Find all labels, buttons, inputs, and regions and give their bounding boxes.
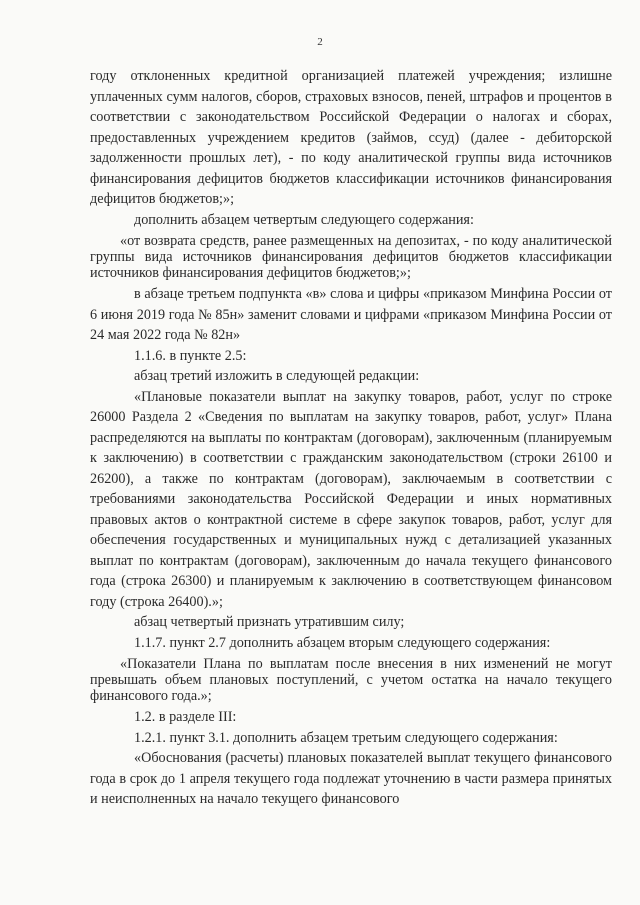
paragraph-third-edition: абзац третий изложить в следующей редакции: xyxy=(134,368,420,384)
paragraph-plan-indicators-quote: «Показатели Плана по выплатам после внесения в них изменений не могут превышать объем плановых поступлений, с учетом остатка на начало текущего финансового года.»; xyxy=(90,656,612,704)
paragraph-add-fourth: дополнить абзацем четвертым следующего содержания: xyxy=(134,211,474,228)
page-number: 2 xyxy=(317,36,323,48)
paragraph-1-2: 1.2. в разделе III: xyxy=(134,709,237,725)
paragraph-planned-indicators-quote: «Плановые показатели выплат на закупку товаров, работ, услуг по строке 26000 Раздела 2 «Сведения по выплатам на закупку товаров, работ, услуг» Плана распределяются на выплаты по контрактам (договорам), заключенным (планируемым к заключению) в соответствии с гражданским законодательством (строки 26100 и 26200), а также по контрактам (договорам), заключаемым в соответствии с требованиями законодательства Российской Федерации и иных нормативных правовых актов о контрактной системе в сфере закупок товаров, работ, услуг для обеспечения государственных и муниципальных нужд с детализацией указанных выплат по контрактам (договорам), заключенным до начала текущего финансового года (строка 26300) и планируемым к заключению в соответствующем финансовом году (строка 26400).»; xyxy=(90,388,612,610)
paragraph-1-1-6: 1.1.6. в пункте 2.5: xyxy=(134,347,247,364)
paragraph-fourth-void: абзац четвертый признать утратившим силу; xyxy=(134,614,405,630)
paragraph-continuation: году отклоненных кредитной организацией платежей учреждения; излишне уплаченных сумм налогов, сборов, страховых взносов, пеней, штрафов и процентов в соответствии с законодательством Российской Федерации о налогах и сборах, предоставленных учреждением кредитов (займов, ссуд) (далее - дебиторской задолженности прошлых лет), - по коду аналитической группы вида источников финансирования дефицитов бюджетов классификации источников финансирования дефицитов бюджетов;»; xyxy=(90,68,612,207)
document-body xyxy=(90,66,612,810)
paragraph-1-1-7: 1.1.7. пункт 2.7 дополнить абзацем вторым следующего содержания: xyxy=(134,634,551,651)
paragraph-1-2-1: 1.2.1. пункт 3.1. дополнить абзацем третьим следующего содержания: xyxy=(134,729,558,746)
paragraph-deposits-quote: «от возврата средств, ранее размещенных на депозитах, - по коду аналитической группы вида источников финансирования дефицитов бюджетов классификации источников финансирования дефицитов бюджетов;»; xyxy=(90,233,612,281)
paragraph-order-replace: в абзаце третьем подпункта «в» слова и цифры «приказом Минфина России от 6 июня 2019 года № 85н» заменит словами и цифрами «приказом Минфина России от 24 мая 2022 года № 82н» xyxy=(90,286,612,343)
paragraph-justifications-quote: «Обоснования (расчеты) плановых показателей выплат текущего финансового года в срок до 1 апреля текущего года подлежат уточнению в части размера принятых и неисполненных на начало текущего финансового xyxy=(90,750,612,807)
